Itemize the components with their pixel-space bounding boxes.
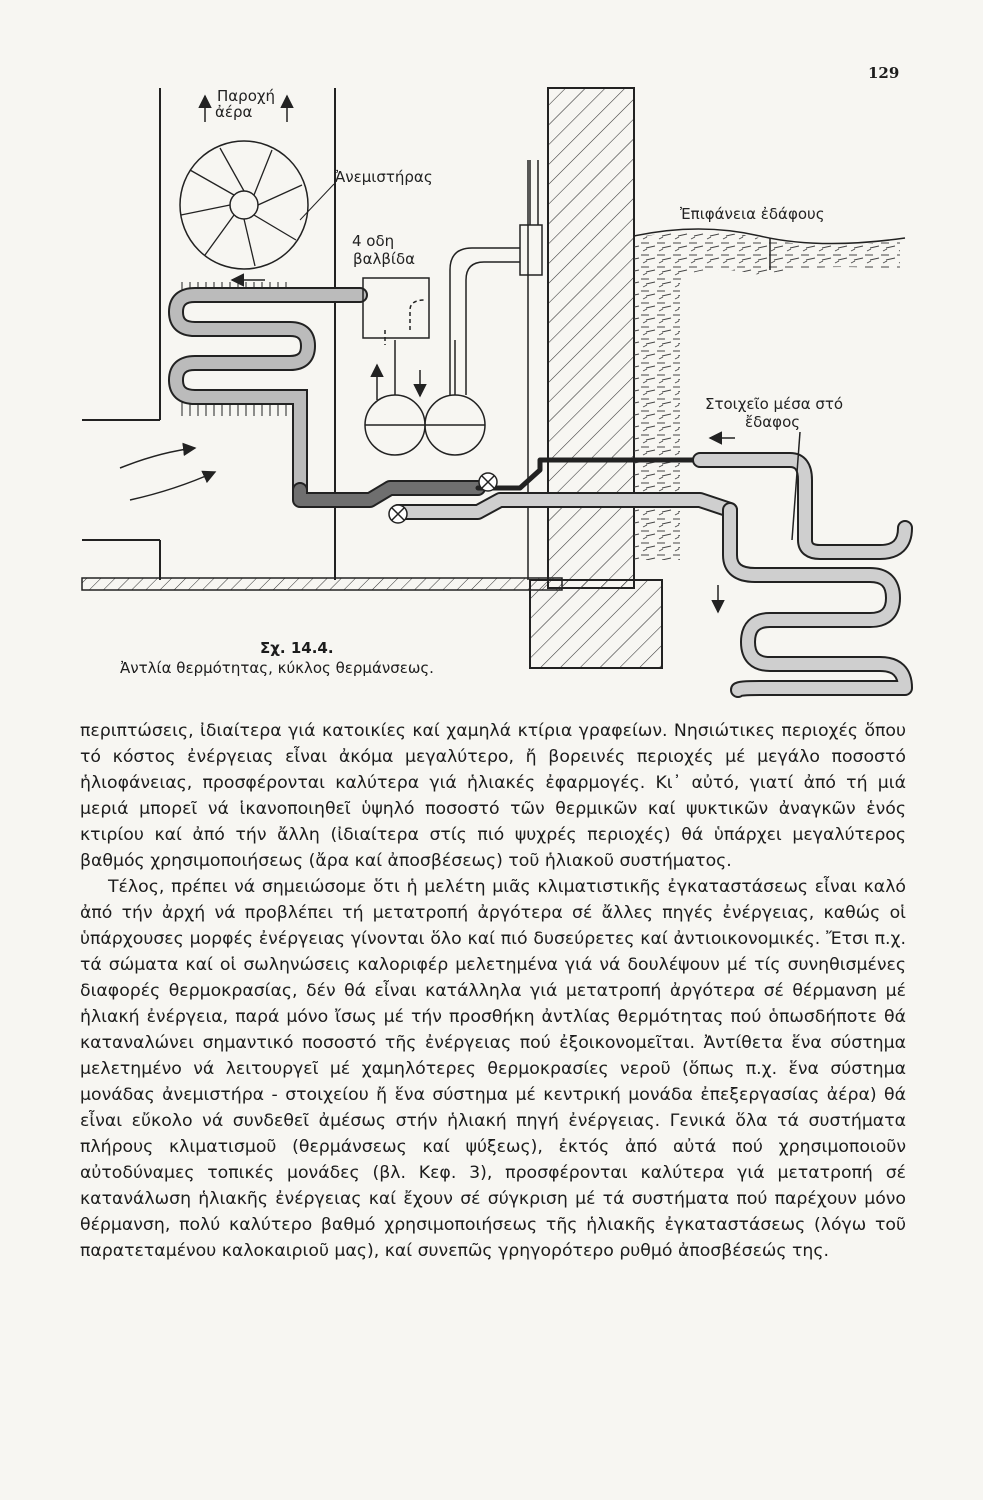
label-valve-1: 4 οδη bbox=[352, 232, 395, 250]
indoor-coil bbox=[176, 295, 360, 490]
label-ground-element-2: ἔδαφος bbox=[745, 413, 801, 431]
label-ground-surface: Ἐπιφάνεια ἐδάφους bbox=[680, 205, 825, 223]
body-text bbox=[80, 718, 906, 1264]
figure-caption bbox=[120, 638, 434, 678]
floor-slab bbox=[82, 578, 562, 590]
figure-number: Σχ. 14.4. bbox=[260, 639, 334, 657]
fan bbox=[180, 141, 308, 269]
label-ground-element-1: Στοιχεῖο μέσα στό bbox=[705, 395, 844, 413]
figure-caption-text: Ἀντλία θερμότητας, κύκλος θερμάνσεως. bbox=[120, 659, 434, 677]
paragraph: Τέλος, πρέπει νά σημειώσομε ὅτι ἡ μελέτη μιᾶς κλιματιστικῆς ἐγκαταστάσεως εἶναι καλό ἀπό τήν ἀρχή νά προβλέπει τή μετατροπή ἀργότερα σέ ἄλλες πηγές ἐνέργειας, καθώς οἱ ὑπάρχουσες μορφές ἐνέργειας γίνονται ὅλο καί πιό δυσεύρετες καί ἀντιοικονομικές. Ἔτσι π.χ. τά σώματα καί οἱ σωληνώσεις καλοριφέρ μελετημένα γιά νά δουλέψουν μέ τίς συνηθισμένες διαφορές θερμοκρασίας, δέν θά εἶναι κατάλληλα γιά μετατροπή ἀργότερα σέ θέρμανση μέ ἡλιακή ἐνέργεια, παρά μόνο ἴσως μέ τήν προσθήκη ἀντλίας θερμότητας πού ὁπωσδήποτε θά καταναλώνει σημαντικό ποσοστό τῆς ἐνέργειας πού ἐξοικονομεῖται. Ἀντίθετα ἕνα σύστημα μελετημένο νά λειτουργεῖ μέ χαμηλότερες θερμοκρασίες νεροῦ (ὅπως π.χ. ἕνα σύστημα μονάδας ἀνεμιστήρα - στοιχείου ἤ ἕνα σύστημα μέ κεντρική μονάδα ἐπεξεργασίας ἀέρα) θά εἶναι εὔκολο νά συνδεθεῖ ἀμέσως στήν ἡλιακή πηγή ἐνέργειας. Γενικά ὅλα τά συστήματα πλήρους κλιματισμοῦ (θερμάνσεως καί ψύξεως), ἐκτός ἀπό αὐτά πού χρησιμοποιοῦν αὐτοδύναμες τοπικές μονάδες (βλ. Κεφ. 3), προσφέρονται καλύτερα γιά μετατροπή σέ κατανάλωση ἡλιακῆς ἐνέργειας καί ἔχουν σέ σύγκριση μέ τά συστήματα πού παρέχουν μόνο θέρμανση, πολύ καλύτερο βαθμό χρησιμοποιήσεως τῆς ἡλιακῆς ἐγκαταστάσεως (λόγω τοῦ παρατεταμένου καλοκαιριοῦ μας), καί συνεπῶς γρηγορότερο ρυθμό ἀποσβέσεώς της. bbox=[80, 877, 906, 1261]
label-valve-2: βαλβίδα bbox=[353, 250, 416, 268]
paragraph: περιπτώσεις, ἰδιαίτερα γιά κατοικίες καί χαμηλά κτίρια γραφείων. Νησιώτικες περιοχές ὅπου τό κόστος ἐνέργειας εἶναι ἀκόμα μεγαλύτερο, ἤ βορεινές περιοχές μέ μεγάλο ποσοστό ἡλιοφάνειας, προσφέρονται καλύτερα γιά ἡλιακές ἐφαρμογές. Κι᾽ αὐτό, γιατί ἀπό τή μιά μεριά μπορεῖ νά ἱκανοποιηθεῖ ὑψηλό ποσοστό τῶν θερμικῶν καί ψυκτικῶν ἀναγκῶν ἑνός κτιρίου καί ἀπό τήν ἄλλη (ἰδιαίτερα στίς πιό ψυχρές περιοχές) θά ὑπάρχει μεγαλύτερος βαθμός χρησιμοποιήσεως (ἄρα καί ἀποσβέσεως) τοῦ ἡλιακοῦ συστήματος. bbox=[80, 721, 906, 871]
four-way-valve bbox=[363, 278, 429, 345]
heat-pump-diagram bbox=[0, 0, 983, 700]
page-number: 129 bbox=[868, 64, 900, 82]
ground-loop bbox=[700, 460, 905, 690]
compressors bbox=[365, 340, 485, 455]
label-fan: Ἀνεμιστήρας bbox=[335, 168, 433, 186]
label-air-supply-1: Παροχή bbox=[217, 87, 276, 105]
label-air-supply-2: ἀέρα bbox=[215, 103, 253, 121]
